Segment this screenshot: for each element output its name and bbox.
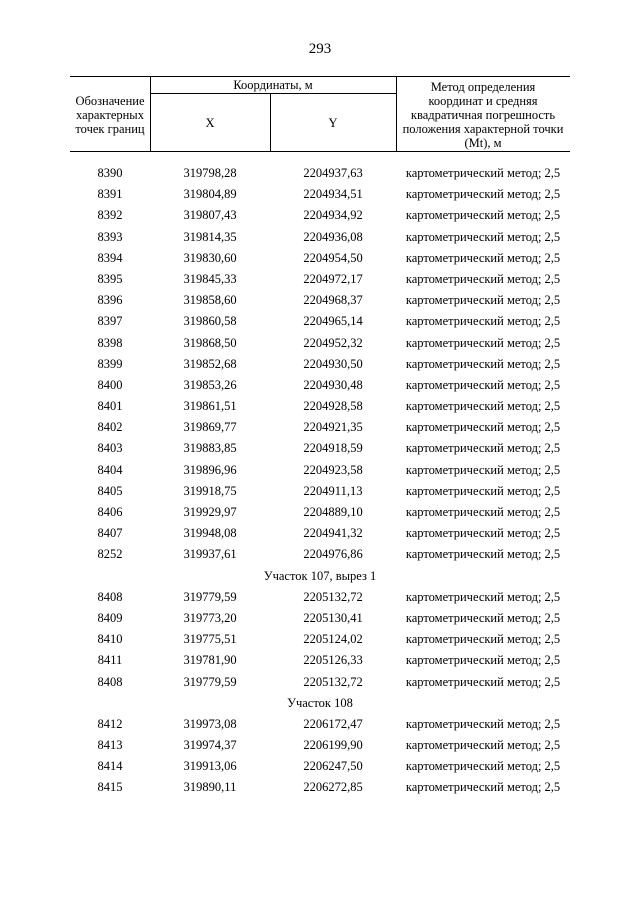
point-id: 8404	[97, 462, 123, 477]
table-row	[70, 438, 570, 459]
coordinates-table-body	[70, 163, 570, 799]
point-id: 8407	[97, 526, 123, 541]
table-row	[70, 608, 570, 629]
coord-x: 319937,61	[183, 547, 237, 562]
coord-x: 319804,89	[183, 187, 237, 202]
method-cell: картометрический метод; 2,5	[405, 653, 561, 668]
method-cell: картометрический метод; 2,5	[405, 462, 561, 477]
table-row	[70, 756, 570, 777]
header-point-designation: Обозначение характерных точек границ	[75, 93, 145, 136]
coord-y: 2204934,92	[303, 208, 363, 223]
method-cell: картометрический метод; 2,5	[405, 250, 561, 265]
method-cell: картометрический метод; 2,5	[405, 674, 561, 689]
point-id: 8414	[97, 759, 123, 774]
coord-x: 319775,51	[183, 632, 237, 647]
coord-y: 2204889,10	[303, 505, 363, 519]
point-id: 8411	[97, 653, 123, 668]
method-cell: картометрический метод; 2,5	[405, 229, 561, 244]
table-row	[70, 163, 570, 184]
table-row	[70, 333, 570, 354]
coord-x: 319973,08	[183, 716, 237, 731]
table-row	[70, 248, 570, 269]
table-row	[70, 290, 570, 311]
coord-y: 2204968,37	[303, 293, 363, 308]
coord-x: 319830,60	[183, 250, 237, 265]
coord-y: 2204936,08	[303, 229, 363, 244]
coord-x: 319929,97	[183, 505, 237, 519]
coord-y: 2204972,17	[303, 271, 363, 286]
table-row	[70, 269, 570, 290]
coord-y: 2204928,58	[303, 399, 363, 414]
table-row	[70, 714, 570, 735]
coord-x: 319858,60	[183, 293, 237, 308]
coord-x: 319779,59	[183, 589, 237, 604]
table-row	[70, 544, 570, 565]
coord-y: 2206172,47	[303, 716, 363, 731]
table-row	[70, 502, 570, 523]
coord-y: 2204937,63	[303, 166, 363, 180]
table-row	[70, 227, 570, 248]
header-y: Y	[328, 116, 338, 130]
coord-y: 2205126,33	[303, 653, 363, 668]
method-cell: картометрический метод; 2,5	[405, 483, 561, 498]
coord-x: 319781,90	[183, 653, 237, 668]
point-id: 8413	[97, 738, 123, 753]
method-cell: картометрический метод; 2,5	[405, 335, 561, 350]
coord-y: 2204941,32	[303, 526, 363, 541]
table-row	[70, 417, 570, 438]
point-id: 8399	[97, 356, 123, 371]
coord-y: 2204930,50	[303, 356, 363, 371]
method-cell: картометрический метод; 2,5	[405, 420, 561, 435]
coord-x: 319974,37	[183, 738, 237, 753]
coord-y: 2206199,90	[303, 738, 363, 753]
coord-y: 2204930,48	[303, 377, 363, 392]
method-cell: картометрический метод; 2,5	[405, 314, 561, 329]
point-id: 8406	[97, 505, 123, 519]
method-cell: картометрический метод; 2,5	[405, 166, 561, 180]
method-cell: картометрический метод; 2,5	[405, 441, 561, 456]
coord-y: 2204976,86	[303, 547, 363, 562]
point-id: 8415	[97, 780, 123, 795]
table-row	[70, 375, 570, 396]
method-cell: картометрический метод; 2,5	[405, 738, 561, 753]
point-id: 8410	[97, 632, 123, 647]
method-cell: картометрический метод; 2,5	[405, 399, 561, 414]
table-row	[70, 354, 570, 375]
method-cell: картометрический метод; 2,5	[405, 759, 561, 774]
coord-x: 319779,59	[183, 674, 237, 689]
coord-x: 319890,11	[183, 780, 237, 795]
method-cell: картометрический метод; 2,5	[405, 505, 561, 519]
method-cell: картометрический метод; 2,5	[405, 187, 561, 202]
coord-x: 319883,85	[183, 441, 237, 456]
point-id: 8408	[97, 674, 123, 689]
coord-y: 2205132,72	[303, 674, 363, 689]
table-row	[70, 672, 570, 693]
method-cell: картометрический метод; 2,5	[405, 377, 561, 392]
table-row	[70, 523, 570, 544]
method-cell: картометрический метод; 2,5	[405, 780, 561, 795]
coord-x: 319853,26	[183, 377, 237, 392]
table-row	[70, 587, 570, 608]
table-row	[70, 184, 570, 205]
coord-y: 2206272,85	[303, 780, 363, 795]
point-id: 8400	[97, 377, 123, 392]
coord-x: 319861,51	[183, 399, 237, 414]
coord-y: 2204965,14	[303, 314, 363, 329]
coord-y: 2204952,32	[303, 335, 363, 350]
coord-x: 319868,50	[183, 335, 237, 350]
coord-y: 2206247,50	[303, 759, 363, 774]
table-row	[70, 460, 570, 481]
method-cell: картометрический метод; 2,5	[405, 526, 561, 541]
coord-y: 2204934,51	[303, 187, 363, 202]
method-cell: картометрический метод; 2,5	[405, 547, 561, 562]
point-id: 8401	[97, 399, 123, 414]
header-coordinates: Координаты, м	[233, 78, 313, 92]
coord-x: 319948,08	[183, 526, 237, 541]
section-title: Участок 107, вырез 1	[263, 568, 377, 583]
coord-y: 2205130,41	[303, 610, 363, 625]
section-title: Участок 108	[287, 695, 353, 710]
point-id: 8403	[97, 441, 123, 456]
method-cell: картометрический метод; 2,5	[405, 610, 561, 625]
point-id: 8408	[97, 589, 123, 604]
coord-y: 2205132,72	[303, 589, 363, 604]
table-header	[70, 76, 570, 152]
point-id: 8402	[97, 420, 123, 435]
table-row	[70, 205, 570, 226]
table-row	[70, 311, 570, 332]
table-row	[70, 481, 570, 502]
coord-x: 319860,58	[183, 314, 237, 329]
point-id: 8409	[97, 610, 123, 625]
point-id: 8390	[97, 166, 123, 180]
method-cell: картометрический метод; 2,5	[405, 271, 561, 286]
method-cell: картометрический метод; 2,5	[405, 356, 561, 371]
method-cell: картометрический метод; 2,5	[405, 293, 561, 308]
table-row	[70, 629, 570, 650]
header-x: X	[205, 116, 215, 130]
coord-y: 2204954,50	[303, 250, 363, 265]
table-row	[70, 777, 570, 798]
point-id: 8405	[97, 483, 123, 498]
point-id: 8252	[97, 547, 123, 562]
method-cell: картометрический метод; 2,5	[405, 208, 561, 223]
coord-x: 319918,75	[183, 483, 237, 498]
table-row	[70, 735, 570, 756]
coord-x: 319798,28	[183, 166, 237, 180]
coord-x: 319773,20	[183, 610, 237, 625]
coord-y: 2204911,13	[303, 483, 363, 498]
coord-x: 319852,68	[183, 356, 237, 371]
coord-x: 319896,96	[183, 462, 237, 477]
point-id: 8391	[97, 187, 123, 202]
coord-x: 319814,35	[183, 229, 237, 244]
coord-y: 2204923,58	[303, 462, 363, 477]
coord-x: 319869,77	[183, 420, 237, 435]
point-id: 8397	[97, 314, 123, 329]
coord-x: 319845,33	[183, 271, 237, 286]
coord-y: 2204918,59	[303, 441, 363, 456]
point-id: 8398	[97, 335, 123, 350]
coord-x: 319807,43	[183, 208, 237, 223]
table-row	[70, 396, 570, 417]
method-cell: картометрический метод; 2,5	[405, 589, 561, 604]
coord-x: 319913,06	[183, 759, 237, 774]
header-method: Метод определения координат и средняя квадратичная погрешность положения характерной точки (Mt), м	[402, 79, 564, 150]
method-cell: картометрический метод; 2,5	[405, 632, 561, 647]
coord-y: 2205124,02	[303, 632, 363, 647]
point-id: 8394	[97, 250, 123, 265]
point-id: 8412	[97, 716, 123, 731]
coord-y: 2204921,35	[303, 420, 363, 435]
point-id: 8395	[97, 271, 123, 286]
point-id: 8392	[97, 208, 123, 223]
method-cell: картометрический метод; 2,5	[405, 716, 561, 731]
point-id: 8396	[97, 293, 123, 308]
page-number: 293	[308, 41, 332, 57]
point-id: 8393	[97, 229, 123, 244]
table-row	[70, 650, 570, 671]
